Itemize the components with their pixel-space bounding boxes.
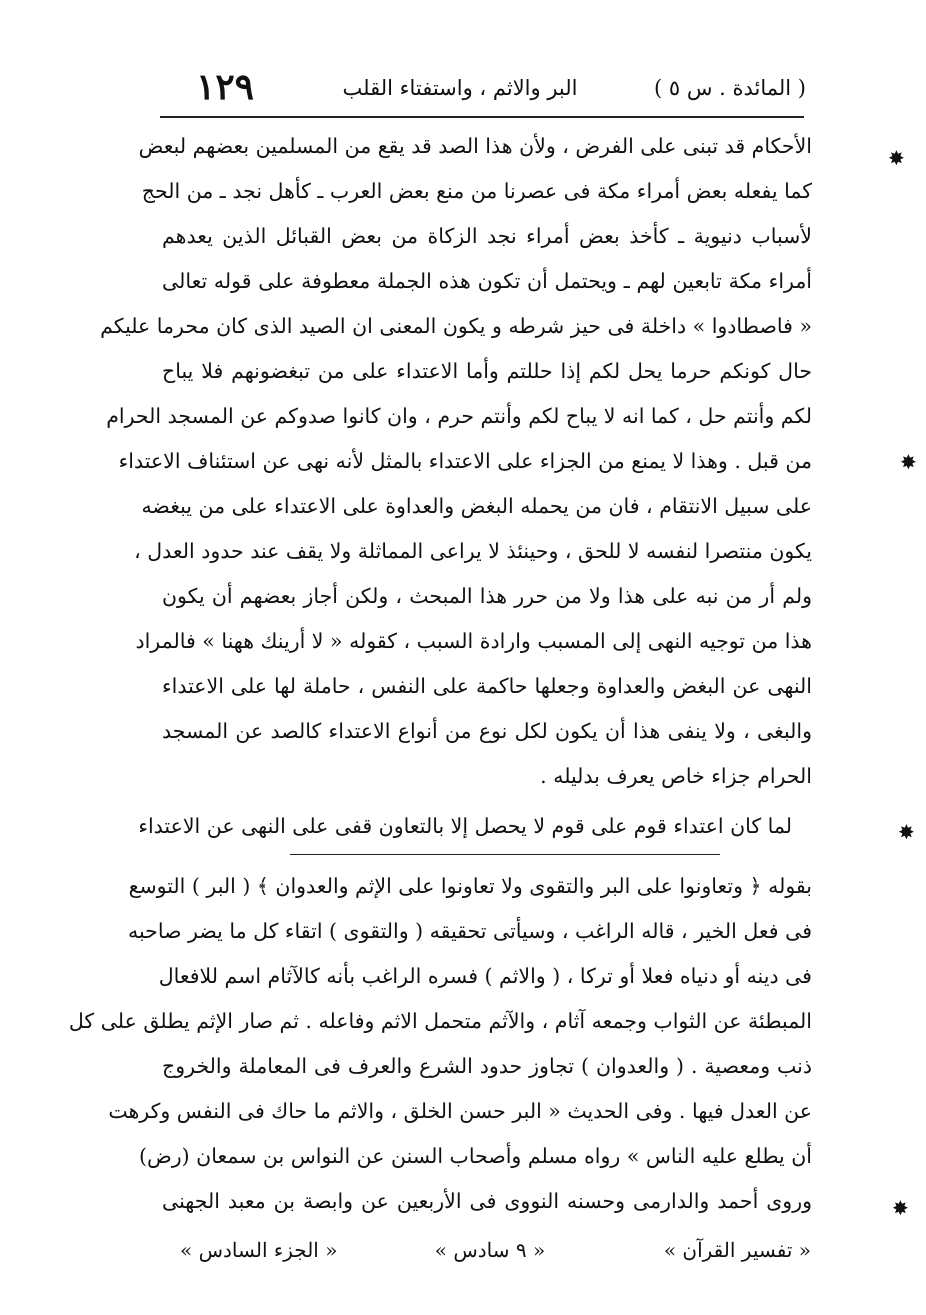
surah-reference: ( المائدة . س ٥ ): [653, 76, 806, 100]
text-line: عن العدل فيها . وفى الحديث « البر حسن الخلق ، والاثم ما حاك فى النفس وكرهت: [108, 1099, 812, 1123]
text-line: بقوله ﴿ وتعاونوا على البر والتقوى ولا تعاونوا على الإثم والعدوان ﴾ ( البر ) التوسع: [128, 874, 812, 898]
text-line: الحرام جزاء خاص يعرف بدليله .: [540, 764, 812, 788]
text-line: حال كونكم حرما يحل لكم إذا حللتم وأما الاعتداء على من تبغضونهم فلا يباح: [162, 359, 812, 383]
text-line: فى دينه أو دنياه فعلا أو تركا ، ( والاثم ) فسره الراغب بأنه كالآثام اسم للافعال: [158, 964, 812, 988]
text-line: « فاصطادوا » داخلة فى حيز شرطه و يكون المعنى ان الصيد الذى كان محرما عليكم: [100, 314, 812, 338]
text-line: الأحكام قد تبنى على الفرض ، ولأن هذا الصد قد يقع من المسلمين بعضهم لبعض: [138, 134, 812, 158]
footer-part: « الجزء السادس »: [180, 1238, 338, 1262]
text-line: والبغى ، ولا ينفى هذا أن يكون لكل نوع من أنواع الاعتداء كالصد عن المسجد: [162, 719, 812, 743]
header-divider: [160, 116, 804, 118]
text-line: النهى عن البغض والعداوة وجعلها حاكمة على النفس ، حاملة لها على الاعتداء: [162, 674, 812, 698]
text-line: أن يطلع عليه الناس » رواه مسلم وأصحاب السنن عن النواس بن سمعان (رض): [138, 1144, 812, 1168]
page-header: [160, 62, 806, 112]
margin-ornament-icon: ✸: [900, 450, 917, 474]
text-line: فى فعل الخير ، قاله الراغب ، وسيأتى تحقيقه ( والتقوى ) اتقاء كل ما يضر صاحبه: [128, 919, 812, 943]
text-line: ذنب ومعصية . ( والعدوان ) تجاوز حدود الشرع والعرف فى المعاملة والخروج: [162, 1054, 812, 1078]
text-line: أمراء مكة تابعين لهم ـ ويحتمل أن تكون هذه الجملة معطوفة على قوله تعالى: [162, 269, 812, 293]
page-footer: [160, 1238, 811, 1278]
running-title: البر والاثم ، واستفتاء القلب: [342, 76, 578, 100]
text-line: كما يفعله بعض أمراء مكة فى عصرنا من منع بعض العرب ـ كأهل نجد ـ من الحج: [141, 179, 812, 203]
text-line: وروى أحمد والدارمى وحسنه النووى فى الأربعين عن وابصة بن معبد الجهنى: [162, 1189, 812, 1213]
margin-ornament-icon: ✸: [888, 146, 905, 170]
margin-ornament-icon: ✸: [892, 1196, 909, 1220]
paragraph-2: [138, 804, 792, 849]
paragraph-3: [68, 864, 812, 1224]
text-line: على سبيل الانتقام ، فان من يحمله البغض والعداوة على الاعتداء على من يبغضه: [141, 494, 812, 518]
text-line: لكم وأنتم حل ، كما انه لا يباح لكم وأنتم حرم ، وان كانوا صدوكم عن المسجد الحرام: [106, 404, 812, 428]
text-line: يكون منتصرا لنفسه لا للحق ، وحينئذ لا يراعى المماثلة ولا يقف عند حدود العدل ،: [134, 539, 812, 563]
footer-signature: « ٩ سادس »: [434, 1238, 546, 1262]
text-line: لأسباب دنيوية ـ كأخذ بعض أمراء نجد الزكاة من بعض القبائل الذين يعدهم: [162, 224, 812, 248]
text-line: ولم أر من نبه على هذا ولا من حرر هذا المبحث ، ولكن أجاز بعضهم أن يكون: [162, 584, 812, 608]
section-divider: [290, 854, 720, 855]
text-line: المبطئة عن الثواب وجمعه آثام ، والآثم متحمل الاثم وفاعله . ثم صار الإثم يطلق على كل: [68, 1009, 812, 1033]
text-line: لما كان اعتداء قوم على قوم لا يحصل إلا بالتعاون قفى على النهى عن الاعتداء: [138, 814, 792, 838]
paragraph-1: [100, 124, 812, 799]
footer-book-title: « تفسير القرآن »: [663, 1238, 811, 1262]
text-line: هذا من توجيه النهى إلى المسبب وارادة السبب ، كقوله « لا أرينك ههنا » فالمراد: [135, 629, 812, 653]
text-line: من قبل . وهذا لا يمنع من الجزاء على الاعتداء بالمثل لأنه نهى عن استئناف الاعتداء: [118, 449, 812, 473]
margin-ornament-icon: ✸: [898, 820, 915, 844]
page-number: ١٢٩: [196, 66, 255, 108]
